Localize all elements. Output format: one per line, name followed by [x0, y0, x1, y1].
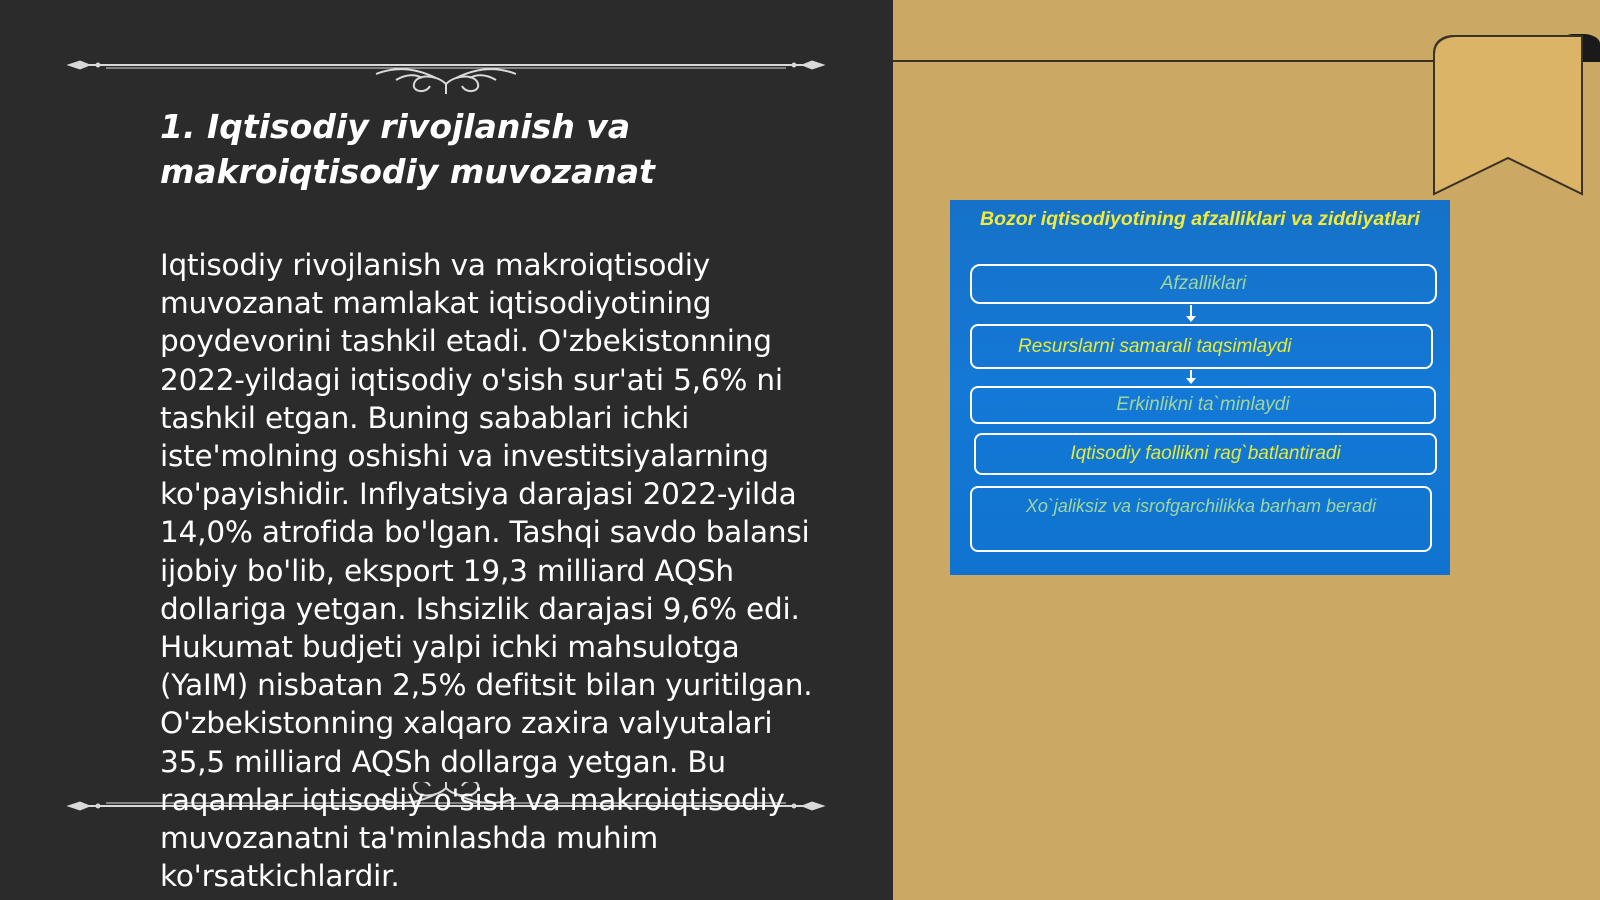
diagram-box-label: Erkinlikni ta`minlaydi [1116, 394, 1290, 415]
diagram-box-waste [970, 486, 1432, 552]
diagram-box-activity [974, 433, 1437, 475]
diagram-box-freedom [970, 386, 1436, 424]
bookmark-ribbon-icon [1432, 34, 1600, 200]
market-economy-diagram [950, 200, 1450, 575]
top-ornament [66, 44, 826, 94]
diagram-box-resources [970, 324, 1433, 369]
arrow-down-icon [1190, 305, 1192, 319]
diagram-box-label: Iqtisodiy faollikni rag`batlantiradi [1070, 443, 1341, 464]
slide-body-text: Iqtisodiy rivojlanish va makroiqtisodiy muvozanat mamlakat iqtisodiyotining poydevorini tashkil etadi. O'zbekistonning 2022-yildagi iqtisodiy o'sish sur'ati 5,6% ni tashkil etgan. Buning sabablari ichki iste'molning oshishi va investitsiyalarning ko'payishidir. Inflyatsiya darajasi 2022-yilda 14,0% atrofida bo'lgan. Tashqi savdo balansi ijobiy bo'lib, eksport 19,3 milliard AQSh dollariga yetgan. Ishsizlik darajasi 9,6% edi. Hukumat budjeti yalpi ichki mahsulotga (YaIM) nisbatan 2,5% defitsit bilan yuritilgan. O'zbekistonning xalqaro zaxira valyutalari 35,5 milliard AQSh dollarga yetgan. Bu raqamlar iqtisodiy o'sish va makroiqtisodiy muvozanatni ta'minlashda muhim ko'rsatkichlardir. [160, 248, 813, 894]
diagram-box-label: Afzalliklari [1160, 273, 1247, 294]
diagram-box-label: Resurslarni samarali taqsimlaydi [1018, 336, 1292, 357]
slide-title: 1. Iqtisodiy rivojlanish va makroiqtisodiy muvozanat [160, 107, 655, 191]
diagram-box-label: Xo`jaliksiz va isrofgarchilikka barham beradi [1025, 496, 1377, 516]
arrow-down-icon [1190, 370, 1192, 381]
diagram-title: Bozor iqtisodiyotining afzalliklari va ziddiyatlari [980, 208, 1420, 230]
diagram-box-advantages [970, 264, 1437, 304]
